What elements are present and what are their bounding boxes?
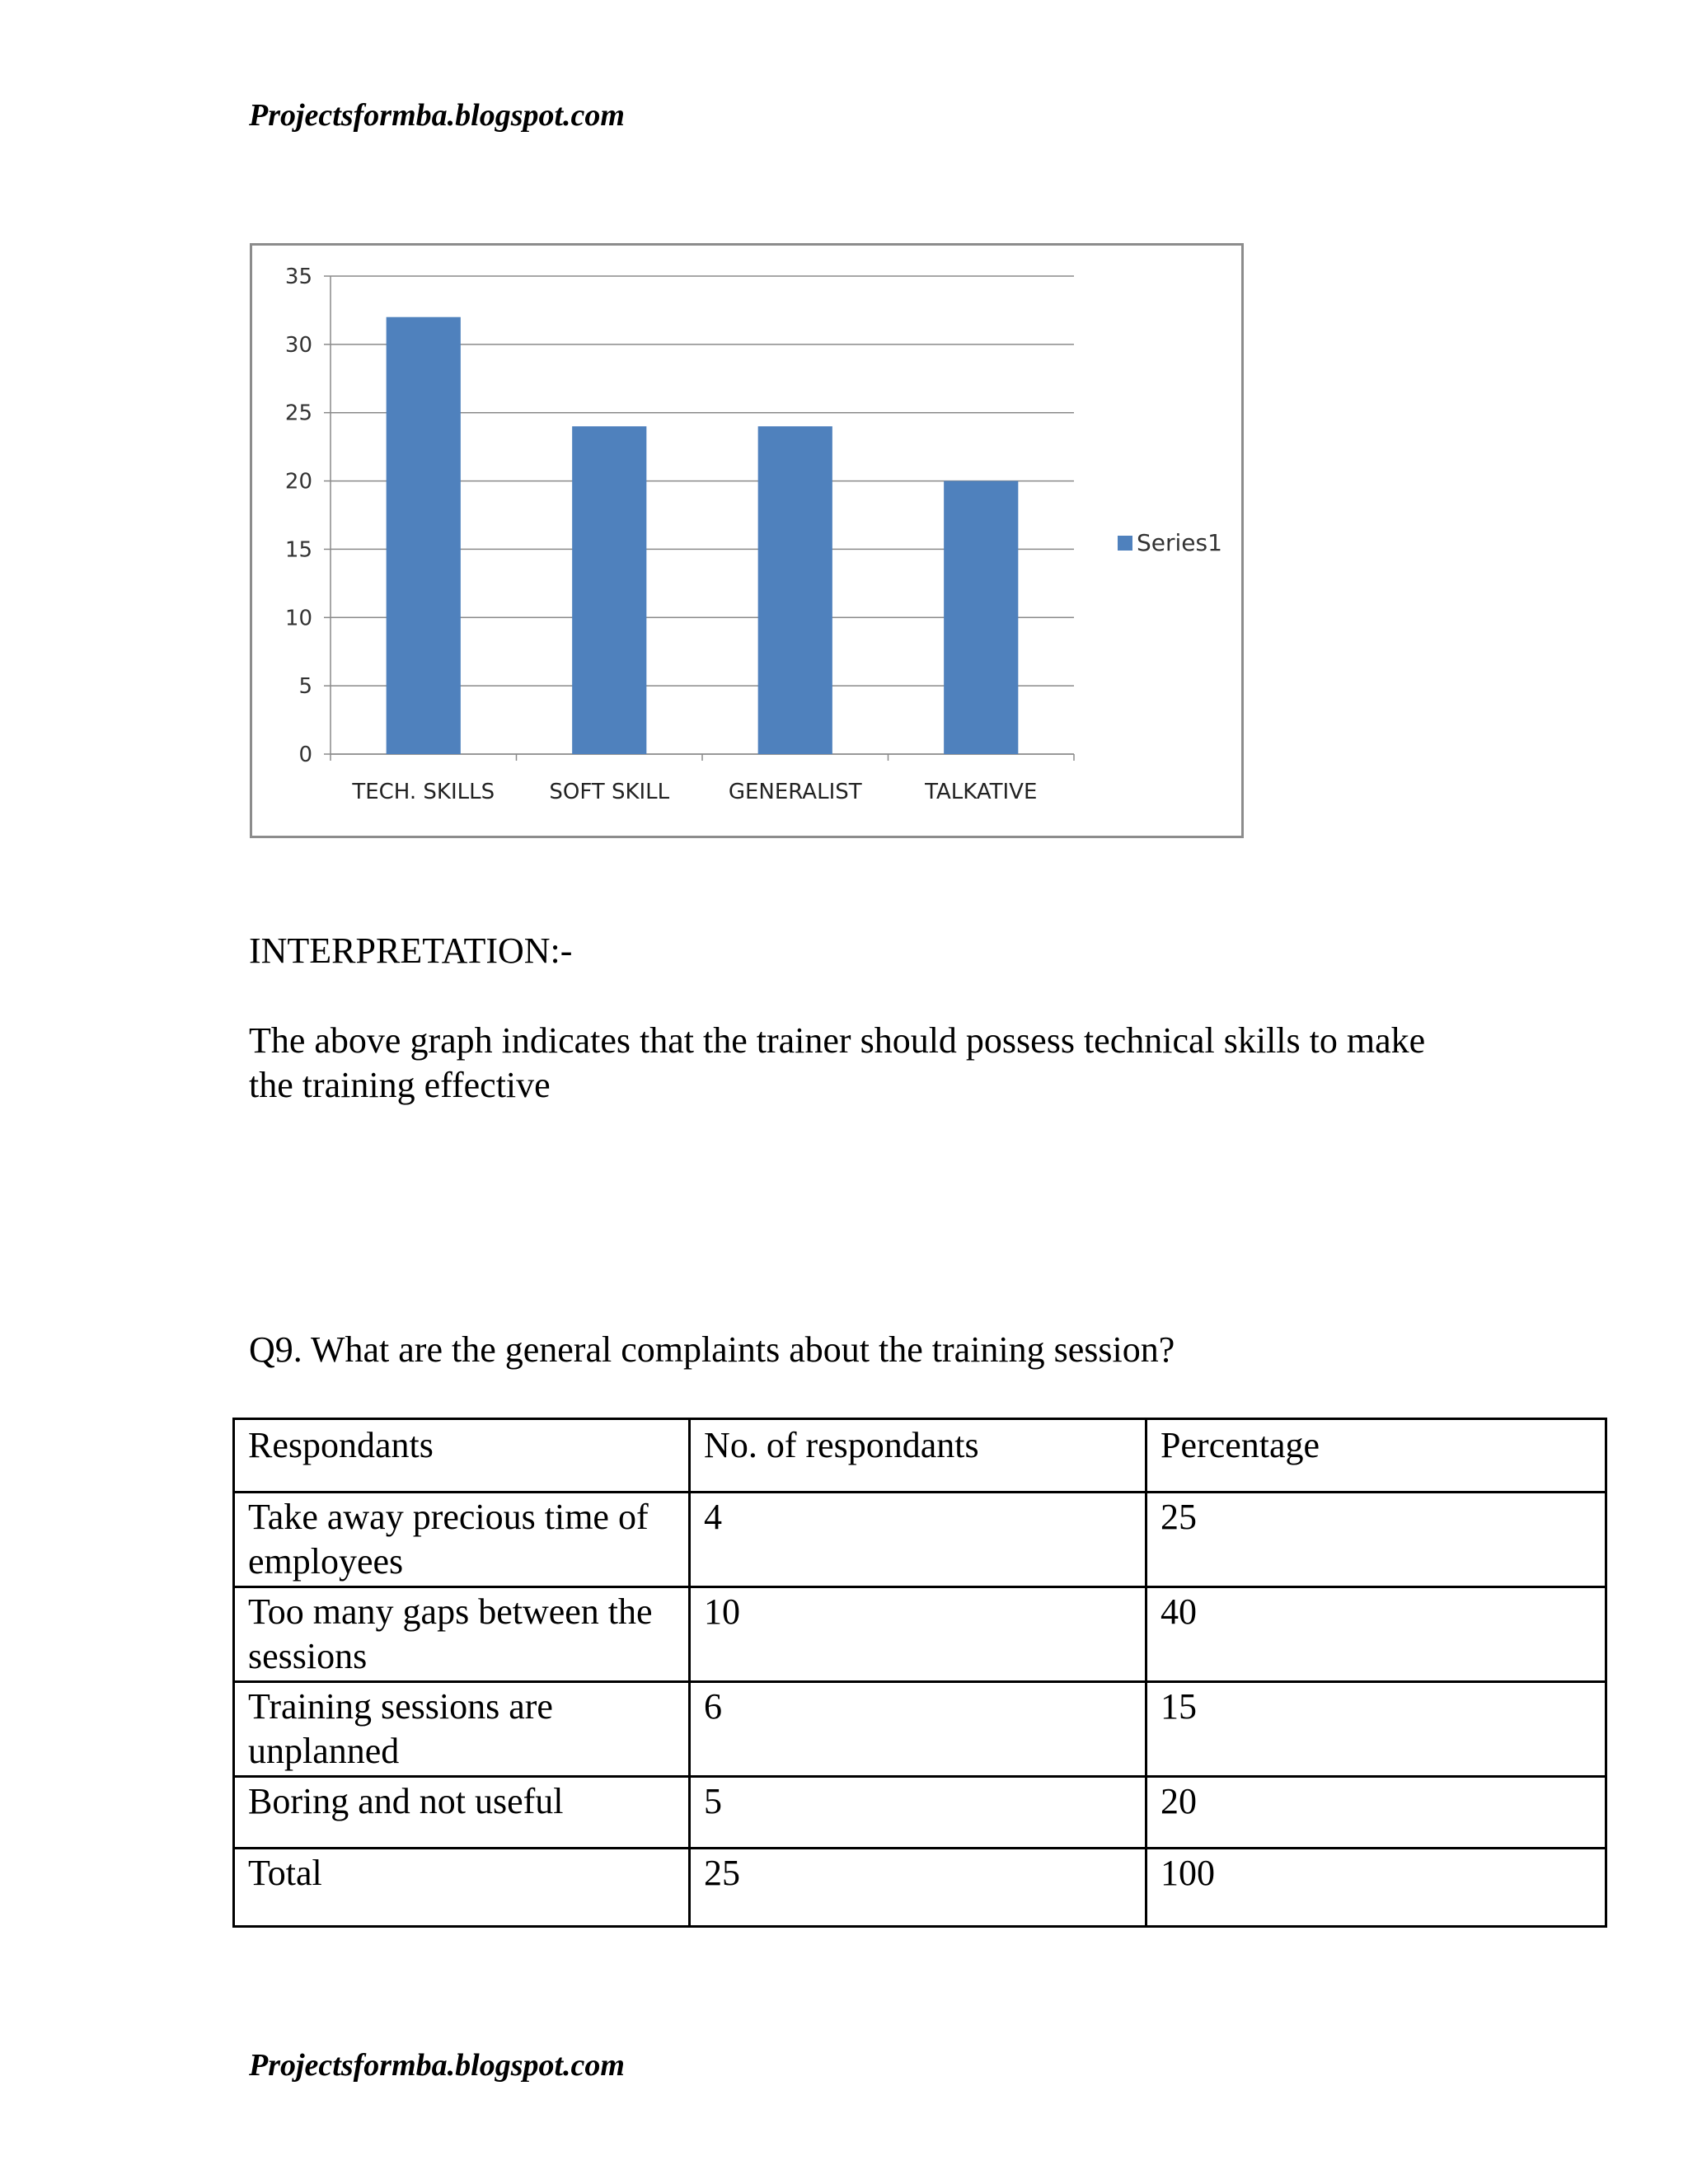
table-cell: 25 [1146,1493,1606,1587]
bar [944,481,1018,754]
bar [387,317,461,754]
table-row [234,1493,1606,1587]
bar [572,426,646,754]
complaints-table [232,1418,1607,1928]
y-tick-label: 0 [298,743,312,767]
y-tick-label: 15 [284,537,312,563]
table-cell: 100 [1146,1849,1606,1927]
interpretation-text: The above graph indicates that the trainer should possess technical skills to make the training effective [249,1020,1426,1105]
legend-swatch [1118,536,1132,551]
y-tick-label: 20 [284,469,312,494]
table-cell: 10 [690,1587,1146,1682]
site-footer: Projectsformba.blogspot.com [249,2048,625,2083]
table-cell: 15 [1146,1682,1606,1777]
table-total-row [234,1849,1606,1927]
y-tick-label: 35 [284,265,312,289]
site-header: Projectsformba.blogspot.com [249,98,625,133]
table-cell: 25 [690,1849,1146,1927]
y-tick-label: 30 [284,332,312,358]
table-cell: 40 [1146,1587,1606,1682]
x-tick-label: TECH. SKILLS [352,780,495,804]
y-tick-label: 5 [298,674,312,700]
table-cell: Too many gaps between the sessions [234,1587,690,1682]
table-cell: Take away precious time of employees [234,1493,690,1587]
header-cell: No. of respondants [690,1419,1146,1493]
bar [758,426,832,754]
chart-svg [252,246,1241,836]
table-row [234,1682,1606,1777]
header-cell: Respondants [234,1419,690,1493]
y-tick-label: 25 [284,401,312,426]
table-cell: 5 [690,1777,1146,1849]
x-tick-label: TALKATIVE [925,780,1038,804]
table-cell: Training sessions are unplanned [234,1682,690,1777]
table-cell: 4 [690,1493,1146,1587]
header-cell: Percentage [1146,1419,1606,1493]
table-cell: 20 [1146,1777,1606,1849]
y-tick-label: 10 [284,606,312,631]
table-cell: Boring and not useful [234,1777,690,1849]
question-text: Q9. What are the general complaints about the training session? [249,1329,1175,1370]
table-cell: 6 [690,1682,1146,1777]
legend-label: Series1 [1137,529,1222,556]
bar-chart [250,243,1244,838]
interpretation-heading: INTERPRETATION:- [249,930,573,971]
table-header-row [234,1419,1606,1493]
table-cell: Total [234,1849,690,1927]
table-row [234,1587,1606,1682]
x-tick-label: GENERALIST [728,780,862,804]
table-row [234,1777,1606,1849]
x-tick-label: SOFT SKILL [549,780,670,804]
